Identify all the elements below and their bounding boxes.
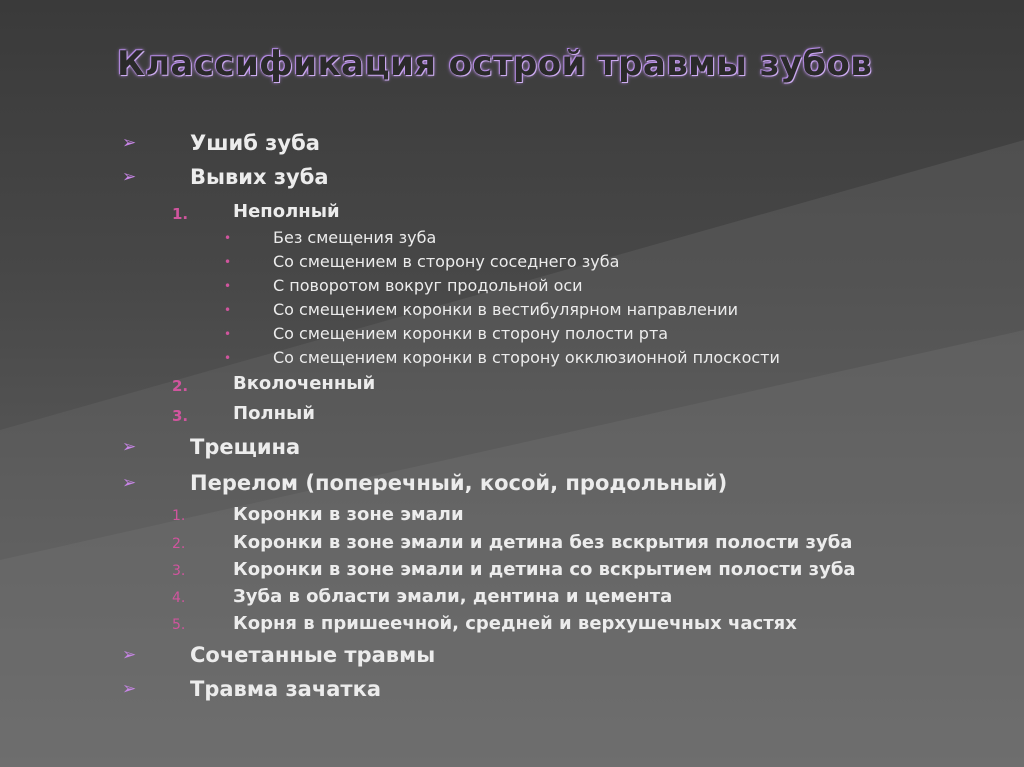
list-number: 4.	[172, 590, 186, 606]
list-number: 3.	[172, 563, 186, 579]
dot-bullet-icon: •	[224, 279, 232, 293]
list-item-text: С поворотом вокруг продольной оси	[273, 276, 583, 295]
list-item-text: Вколоченный	[233, 373, 376, 394]
arrow-bullet-icon: ➢	[122, 645, 137, 665]
list-number: 1.	[172, 508, 186, 524]
list-item-text: Корня в пришеечной, средней и верхушечных частях	[233, 613, 797, 634]
list-number: 2.	[172, 377, 189, 395]
dot-bullet-icon: •	[224, 255, 232, 269]
dot-bullet-icon: •	[224, 303, 232, 317]
dot-bullet-icon: •	[224, 231, 232, 245]
slide-title: Классификация острой травмы зубов	[117, 44, 873, 84]
list-number: 2.	[172, 536, 186, 552]
list-item-text: Перелом (поперечный, косой, продольный)	[190, 471, 728, 495]
list-number: 1.	[172, 205, 189, 223]
arrow-bullet-icon: ➢	[122, 167, 137, 187]
list-item-text: Коронки в зоне эмали	[233, 504, 464, 525]
list-item-text: Зуба в области эмали, дентина и цемента	[233, 586, 673, 607]
list-item-text: Со смещением коронки в сторону окклюзионной плоскости	[273, 348, 780, 367]
list-item-text: Неполный	[233, 201, 340, 222]
list-item-text: Вывих зуба	[190, 165, 329, 189]
list-number: 3.	[172, 407, 189, 425]
list-item-text: Трещина	[190, 435, 301, 459]
arrow-bullet-icon: ➢	[122, 473, 137, 493]
list-item-text: Со смещением коронки в сторону полости рта	[273, 324, 669, 343]
list-item-text: Полный	[233, 403, 315, 424]
list-item-text: Сочетанные травмы	[190, 643, 436, 667]
list-item-text: Со смещением в сторону соседнего зуба	[273, 252, 620, 271]
list-item-text: Ушиб зуба	[190, 131, 320, 155]
arrow-bullet-icon: ➢	[122, 437, 137, 457]
list-number: 5.	[172, 617, 186, 633]
list-item-text: Травма зачатка	[190, 677, 382, 701]
list-item-text: Коронки в зоне эмали и детина со вскрытием полости зуба	[233, 559, 856, 580]
list-item-text: Коронки в зоне эмали и детина без вскрытия полости зуба	[233, 532, 853, 553]
arrow-bullet-icon: ➢	[122, 679, 137, 699]
list-item-text: Со смещением коронки в вестибулярном направлении	[273, 300, 739, 319]
arrow-bullet-icon: ➢	[122, 133, 137, 153]
dot-bullet-icon: •	[224, 327, 232, 341]
list-item-text: Без смещения зуба	[273, 228, 437, 247]
dot-bullet-icon: •	[224, 351, 232, 365]
